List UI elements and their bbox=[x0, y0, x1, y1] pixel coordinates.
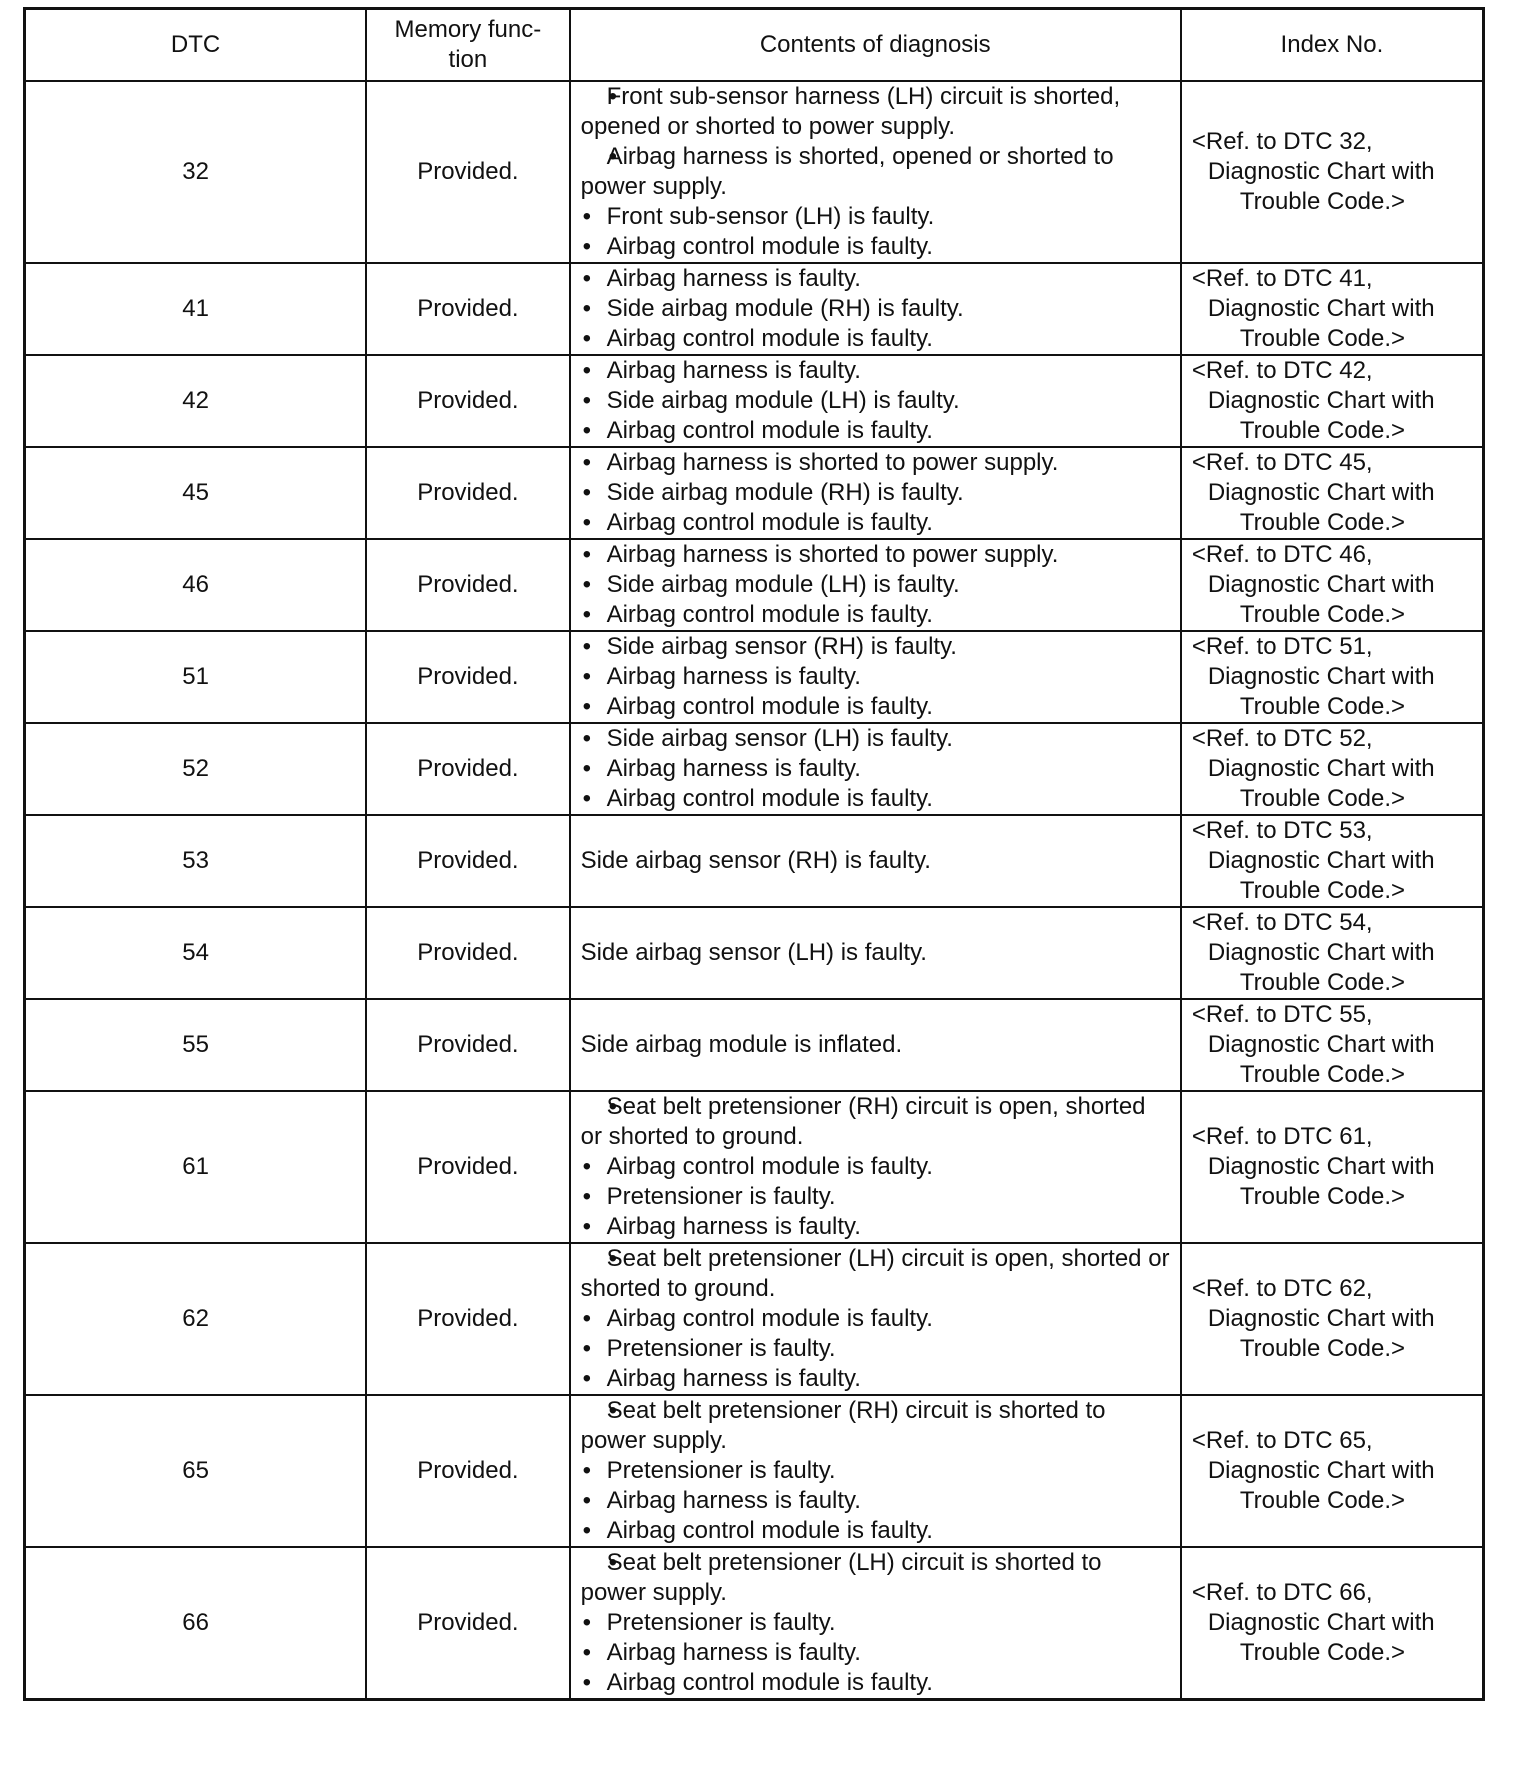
index-code-line: Trouble Code.> bbox=[1239, 969, 1406, 996]
diagnosis-contents bbox=[570, 907, 1181, 999]
index-chart-line: Diagnostic Chart with bbox=[1207, 387, 1435, 414]
index-reference bbox=[1181, 723, 1484, 815]
diagnosis-bullet-item: • Seat belt pretensioner (LH) circuit is open, shorted or shorted to ground. bbox=[581, 1244, 1172, 1304]
index-reference bbox=[1181, 447, 1484, 539]
diagnosis-bullet-item: • Front sub-sensor harness (LH) circuit is shorted, opened or shorted to power supply. bbox=[581, 82, 1172, 142]
index-reference bbox=[1181, 631, 1484, 723]
diagnosis-bullet-item: • Seat belt pretensioner (RH) circuit is open, shorted or shorted to ground. bbox=[581, 1092, 1172, 1152]
diagnosis-contents bbox=[570, 999, 1181, 1091]
table-row bbox=[25, 1243, 1484, 1395]
index-reference bbox=[1181, 1091, 1484, 1243]
index-chart-line: Diagnostic Chart with bbox=[1207, 847, 1435, 874]
diagnosis-bullet-item: • Side airbag sensor (LH) is faulty. bbox=[581, 724, 1172, 754]
diagnosis-bullet-item: • Side airbag module (LH) is faulty. bbox=[581, 570, 1172, 600]
memory-function: Provided. bbox=[366, 815, 569, 907]
diagnosis-bullet-item: • Side airbag module (RH) is faulty. bbox=[581, 478, 1172, 508]
dtc-code: 41 bbox=[25, 263, 367, 355]
dtc-code: 53 bbox=[25, 815, 367, 907]
diagnosis-bullet-item: • Airbag harness is faulty. bbox=[581, 1486, 1172, 1516]
diagnosis-text: Side airbag sensor (RH) is faulty. bbox=[580, 847, 931, 874]
table-row bbox=[25, 263, 1484, 355]
index-ref-line: <Ref. to DTC 61, bbox=[1191, 1123, 1373, 1150]
index-ref-line: <Ref. to DTC 41, bbox=[1191, 265, 1373, 292]
index-chart-line: Diagnostic Chart with bbox=[1207, 479, 1435, 506]
diagnosis-contents bbox=[570, 447, 1181, 539]
index-code-line: Trouble Code.> bbox=[1239, 785, 1406, 812]
index-reference bbox=[1181, 907, 1484, 999]
diagnosis-bullet-item: • Airbag control module is faulty. bbox=[581, 784, 1172, 814]
diagnosis-bullet-item: • Pretensioner is faulty. bbox=[581, 1608, 1172, 1638]
dtc-code: 52 bbox=[25, 723, 367, 815]
dtc-code: 42 bbox=[25, 355, 367, 447]
header-row bbox=[25, 9, 1484, 82]
diagnosis-text: Side airbag sensor (LH) is faulty. bbox=[580, 939, 927, 966]
memory-function: Provided. bbox=[366, 1547, 569, 1700]
index-chart-line: Diagnostic Chart with bbox=[1207, 1153, 1435, 1180]
diagnosis-bullet-item: • Front sub-sensor (LH) is faulty. bbox=[581, 202, 1172, 232]
memory-function: Provided. bbox=[366, 1243, 569, 1395]
memory-function: Provided. bbox=[366, 1395, 569, 1547]
table-row bbox=[25, 1395, 1484, 1547]
memory-function: Provided. bbox=[366, 355, 569, 447]
table-row bbox=[25, 631, 1484, 723]
dtc-code: 46 bbox=[25, 539, 367, 631]
index-ref-line: <Ref. to DTC 62, bbox=[1191, 1275, 1373, 1302]
diagnosis-contents bbox=[570, 1395, 1181, 1547]
index-code-line: Trouble Code.> bbox=[1239, 325, 1406, 352]
index-reference bbox=[1181, 815, 1484, 907]
index-ref-line: <Ref. to DTC 54, bbox=[1191, 909, 1373, 936]
header-contents-of-diagnosis: Contents of diagnosis bbox=[570, 9, 1181, 82]
diagnosis-bullet-item: • Airbag harness is shorted to power supply. bbox=[581, 448, 1172, 478]
diagnosis-bullet-item: • Airbag control module is faulty. bbox=[581, 692, 1172, 722]
index-code-line: Trouble Code.> bbox=[1239, 1061, 1406, 1088]
index-chart-line: Diagnostic Chart with bbox=[1207, 1031, 1435, 1058]
diagnosis-bullet-item: • Pretensioner is faulty. bbox=[581, 1182, 1172, 1212]
index-code-line: Trouble Code.> bbox=[1239, 1335, 1406, 1362]
index-chart-line: Diagnostic Chart with bbox=[1207, 755, 1435, 782]
table-row bbox=[25, 447, 1484, 539]
index-chart-line: Diagnostic Chart with bbox=[1207, 939, 1435, 966]
dtc-code: 61 bbox=[25, 1091, 367, 1243]
diagnosis-bullet-item: • Airbag control module is faulty. bbox=[581, 324, 1172, 354]
table-row bbox=[25, 1091, 1484, 1243]
index-chart-line: Diagnostic Chart with bbox=[1207, 1457, 1435, 1484]
index-code-line: Trouble Code.> bbox=[1239, 188, 1406, 215]
table-row bbox=[25, 815, 1484, 907]
index-code-line: Trouble Code.> bbox=[1239, 1183, 1406, 1210]
index-chart-line: Diagnostic Chart with bbox=[1207, 571, 1435, 598]
memory-function: Provided. bbox=[366, 447, 569, 539]
diagnosis-bullet-item: • Airbag harness is faulty. bbox=[581, 1638, 1172, 1668]
table-row bbox=[25, 355, 1484, 447]
index-ref-line: <Ref. to DTC 32, bbox=[1191, 128, 1373, 155]
diagnosis-bullet-item: • Airbag harness is faulty. bbox=[581, 356, 1172, 386]
memory-function: Provided. bbox=[366, 723, 569, 815]
diagnosis-contents bbox=[570, 815, 1181, 907]
diagnosis-bullet-item: • Airbag harness is faulty. bbox=[581, 1364, 1172, 1394]
memory-function: Provided. bbox=[366, 999, 569, 1091]
index-chart-line: Diagnostic Chart with bbox=[1207, 1305, 1435, 1332]
index-code-line: Trouble Code.> bbox=[1239, 601, 1406, 628]
table-row bbox=[25, 723, 1484, 815]
index-code-line: Trouble Code.> bbox=[1239, 693, 1406, 720]
diagnosis-bullet-item: • Side airbag module (RH) is faulty. bbox=[581, 294, 1172, 324]
index-chart-line: Diagnostic Chart with bbox=[1207, 663, 1435, 690]
diagnosis-contents bbox=[570, 1091, 1181, 1243]
diagnosis-contents bbox=[570, 631, 1181, 723]
index-chart-line: Diagnostic Chart with bbox=[1207, 158, 1435, 185]
diagnosis-bullet-item: • Airbag control module is faulty. bbox=[581, 600, 1172, 630]
diagnosis-contents bbox=[570, 723, 1181, 815]
diagnosis-text: Side airbag module is inflated. bbox=[580, 1031, 903, 1058]
diagnosis-contents bbox=[570, 539, 1181, 631]
table-row bbox=[25, 999, 1484, 1091]
diagnosis-bullet-item: • Side airbag module (LH) is faulty. bbox=[581, 386, 1172, 416]
index-ref-line: <Ref. to DTC 55, bbox=[1191, 1001, 1373, 1028]
diagnosis-bullet-item: • Airbag control module is faulty. bbox=[581, 508, 1172, 538]
dtc-code: 55 bbox=[25, 999, 367, 1091]
index-reference bbox=[1181, 539, 1484, 631]
index-ref-line: <Ref. to DTC 65, bbox=[1191, 1427, 1373, 1454]
index-ref-line: <Ref. to DTC 46, bbox=[1191, 541, 1373, 568]
index-reference bbox=[1181, 999, 1484, 1091]
diagnosis-bullet-item: • Airbag control module is faulty. bbox=[581, 416, 1172, 446]
index-code-line: Trouble Code.> bbox=[1239, 1487, 1406, 1514]
diagnosis-bullet-item: • Airbag control module is faulty. bbox=[581, 1304, 1172, 1334]
dtc-code: 45 bbox=[25, 447, 367, 539]
diagnosis-bullet-item: • Airbag harness is faulty. bbox=[581, 662, 1172, 692]
dtc-code: 32 bbox=[25, 81, 367, 263]
dtc-code: 51 bbox=[25, 631, 367, 723]
dtc-code: 66 bbox=[25, 1547, 367, 1700]
table-row bbox=[25, 81, 1484, 263]
diagnosis-bullet-item: • Airbag harness is shorted to power supply. bbox=[581, 540, 1172, 570]
diagnosis-contents bbox=[570, 81, 1181, 263]
diagnosis-bullet-item: • Airbag control module is faulty. bbox=[581, 1668, 1172, 1698]
dtc-code: 65 bbox=[25, 1395, 367, 1547]
index-reference bbox=[1181, 1547, 1484, 1700]
index-chart-line: Diagnostic Chart with bbox=[1207, 295, 1435, 322]
memory-function: Provided. bbox=[366, 263, 569, 355]
diagnosis-bullet-item: • Pretensioner is faulty. bbox=[581, 1456, 1172, 1486]
header-index-no: Index No. bbox=[1181, 9, 1484, 82]
index-reference bbox=[1181, 81, 1484, 263]
diagnosis-bullet-item: • Pretensioner is faulty. bbox=[581, 1334, 1172, 1364]
index-code-line: Trouble Code.> bbox=[1239, 877, 1406, 904]
index-ref-line: <Ref. to DTC 52, bbox=[1191, 725, 1373, 752]
index-reference bbox=[1181, 263, 1484, 355]
index-ref-line: <Ref. to DTC 42, bbox=[1191, 357, 1373, 384]
dtc-table bbox=[23, 7, 1485, 1701]
index-code-line: Trouble Code.> bbox=[1239, 1639, 1406, 1666]
diagnosis-bullet-item: • Airbag harness is faulty. bbox=[581, 754, 1172, 784]
index-ref-line: <Ref. to DTC 66, bbox=[1191, 1579, 1373, 1606]
index-code-line: Trouble Code.> bbox=[1239, 417, 1406, 444]
index-ref-line: <Ref. to DTC 51, bbox=[1191, 633, 1373, 660]
dtc-code: 62 bbox=[25, 1243, 367, 1395]
index-chart-line: Diagnostic Chart with bbox=[1207, 1609, 1435, 1636]
table-body bbox=[25, 81, 1484, 1700]
index-code-line: Trouble Code.> bbox=[1239, 509, 1406, 536]
diagnosis-bullet-item: • Seat belt pretensioner (RH) circuit is shorted to power supply. bbox=[581, 1396, 1172, 1456]
diagnosis-bullet-item: • Seat belt pretensioner (LH) circuit is shorted to power supply. bbox=[581, 1548, 1172, 1608]
diagnosis-contents bbox=[570, 263, 1181, 355]
diagnosis-bullet-item: • Airbag harness is faulty. bbox=[581, 264, 1172, 294]
diagnosis-bullet-item: • Airbag control module is faulty. bbox=[581, 232, 1172, 262]
memory-function: Provided. bbox=[366, 81, 569, 263]
index-reference bbox=[1181, 355, 1484, 447]
diagnosis-contents bbox=[570, 355, 1181, 447]
index-reference bbox=[1181, 1395, 1484, 1547]
diagnosis-bullet-item: • Airbag control module is faulty. bbox=[581, 1152, 1172, 1182]
table-row bbox=[25, 1547, 1484, 1700]
header-memory-function: Memory func- tion bbox=[366, 9, 569, 82]
diagnosis-bullet-item: • Side airbag sensor (RH) is faulty. bbox=[581, 632, 1172, 662]
diagnosis-contents bbox=[570, 1243, 1181, 1395]
memory-function: Provided. bbox=[366, 539, 569, 631]
diagnosis-contents bbox=[570, 1547, 1181, 1700]
index-ref-line: <Ref. to DTC 53, bbox=[1191, 817, 1373, 844]
diagnosis-bullet-item: • Airbag control module is faulty. bbox=[581, 1516, 1172, 1546]
diagnosis-bullet-item: • Airbag harness is faulty. bbox=[581, 1212, 1172, 1242]
diagnosis-bullet-item: • Airbag harness is shorted, opened or shorted to power supply. bbox=[581, 142, 1172, 202]
memory-function: Provided. bbox=[366, 1091, 569, 1243]
table-row bbox=[25, 539, 1484, 631]
table-row bbox=[25, 907, 1484, 999]
header-dtc: DTC bbox=[25, 9, 367, 82]
dtc-code: 54 bbox=[25, 907, 367, 999]
index-reference bbox=[1181, 1243, 1484, 1395]
index-ref-line: <Ref. to DTC 45, bbox=[1191, 449, 1373, 476]
memory-function: Provided. bbox=[366, 631, 569, 723]
memory-function: Provided. bbox=[366, 907, 569, 999]
